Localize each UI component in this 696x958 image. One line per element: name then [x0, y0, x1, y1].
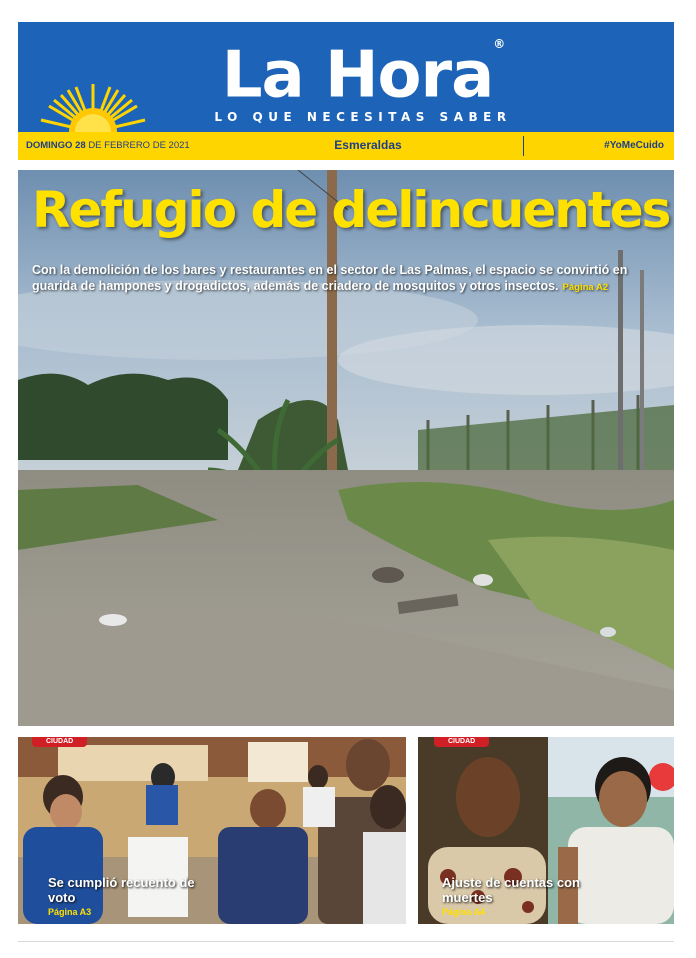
story-title[interactable]: Se cumplió recuento de voto: [48, 875, 195, 905]
main-story-photo[interactable]: [18, 170, 674, 726]
story-page-ref[interactable]: Página A3: [48, 907, 92, 917]
dateline-divider: [523, 136, 524, 156]
story-vote-recount[interactable]: [18, 737, 406, 924]
section-label: CIUDAD: [434, 737, 489, 747]
newspaper-logo[interactable]: La Hora®: [221, 37, 505, 113]
dateline-bar: [18, 132, 674, 160]
hashtag[interactable]: #YoMeCuido: [604, 140, 664, 151]
vacant-lot-photo: [18, 170, 674, 726]
edition-city: Esmeraldas: [334, 138, 402, 152]
story-title[interactable]: Ajuste de cuentas con muertes: [442, 875, 580, 905]
tagline: LO QUE NECESITAS SABER: [214, 110, 512, 124]
sun-logo-icon: [38, 78, 148, 132]
main-story-summary: Con la demolición de los bares y restaurantes en el sector de Las Palmas, el espacio se convirtió en guarida de hampones y drogadictos, además de criadero de mosquitos y otros insectos. Página A2: [32, 263, 628, 293]
section-label: CIUDAD: [32, 737, 87, 747]
issue-date: DOMINGO 28 DE FEBRERO DE 2021: [26, 140, 190, 151]
main-headline[interactable]: Refugio de delincuentes: [32, 181, 670, 239]
main-page-ref[interactable]: Página A2: [562, 282, 609, 293]
story-page-ref[interactable]: Página A4: [442, 907, 486, 917]
bottom-rule: [18, 941, 674, 942]
story-killings[interactable]: [418, 737, 674, 924]
masthead: [18, 22, 674, 132]
